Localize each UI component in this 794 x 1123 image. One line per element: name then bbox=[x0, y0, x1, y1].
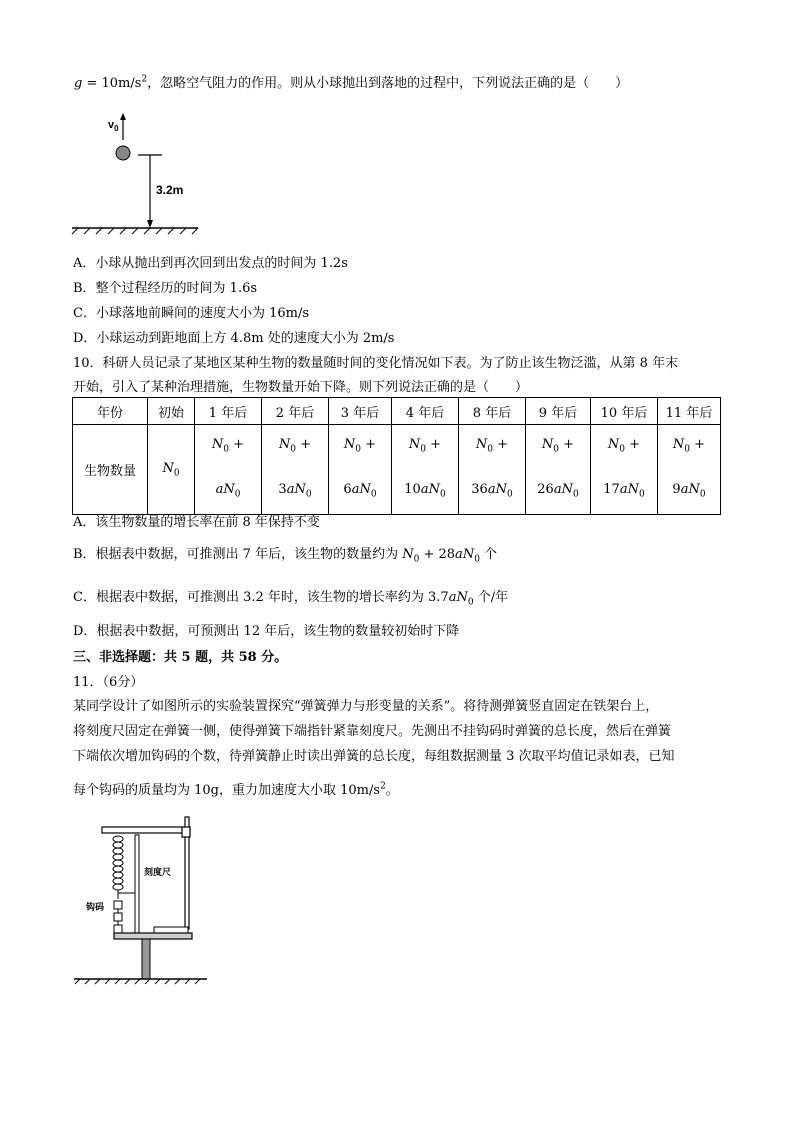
value-cell: $N_0$ + $3aN_0$ bbox=[262, 425, 329, 515]
stand-platform bbox=[114, 933, 192, 939]
q10-stem-line2: 开始，引入了某种治理措施，生物数量开始下降。则下列说法正确的是（ ） bbox=[73, 380, 529, 395]
q9-intro-line: $g = 10m/s^2$，忽略空气阻力的作用。则从小球抛出到落地的过程中，下列说法正确的是（ ） bbox=[74, 74, 629, 91]
q11-title: 11．（6分） bbox=[73, 675, 144, 690]
spring-apparatus-figure bbox=[72, 815, 212, 990]
table-value-row bbox=[73, 425, 721, 515]
value-cell: $N_0$ + $26aN_0$ bbox=[526, 425, 591, 515]
stand-post bbox=[142, 939, 150, 979]
q11-para-line2: 将刻度尺固定在弹簧一侧，使得弹簧下端指针紧靠刻度尺。先测出不挂钩码时弹簧的总长度，然后在弹簧 bbox=[73, 724, 672, 739]
quantity-label-cell: 生物数量 bbox=[73, 425, 148, 515]
q10-option-a: A．该生物数量的增长率在前 8 年保持不变 bbox=[73, 515, 320, 530]
q10-option-c: C．根据表中数据，可推测出 3.2 年时，该生物的增长率约为 $3.7aN_0$ 个/年 bbox=[73, 590, 509, 608]
spring bbox=[113, 836, 123, 890]
q10-stem-line1: 10．科研人员记录了某地区某种生物的数量随时间的变化情况如下表。为了防止该生物泛滥，从第 8 年末 bbox=[73, 356, 679, 371]
q10-option-b: B．根据表中数据，可推测出 7 年后，该生物的数量约为 $N_0 + 28aN_0$ 个 bbox=[73, 547, 498, 565]
header-cell: 初始 bbox=[148, 398, 195, 425]
ruler bbox=[135, 835, 139, 933]
ruler-label: 刻度尺 bbox=[144, 868, 172, 878]
header-cell: 11 年后 bbox=[658, 398, 721, 425]
value-cell: $N_0$ + $9aN_0$ bbox=[658, 425, 721, 515]
value-cell: $N_0$ + $17aN_0$ bbox=[591, 425, 658, 515]
header-cell: 9 年后 bbox=[526, 398, 591, 425]
header-cell: 1 年后 bbox=[195, 398, 262, 425]
q9-option-b: B．整个过程经历的时间为 1.6s bbox=[73, 281, 258, 296]
header-cell: 2 年后 bbox=[262, 398, 329, 425]
population-table bbox=[72, 397, 721, 515]
height-label: 3.2m bbox=[156, 183, 184, 197]
top-crossbar bbox=[102, 827, 190, 833]
q9-option-c: C．小球落地前瞬间的速度大小为 16m/s bbox=[73, 306, 309, 321]
value-cell: $N_0$ + $aN_0$ bbox=[195, 425, 262, 515]
projectile-figure bbox=[70, 110, 205, 235]
hook-weight bbox=[114, 913, 122, 921]
q9-option-d: D．小球运动到距地面上方 4.8m 处的速度大小为 2m/s bbox=[73, 331, 395, 346]
q10-option-d: D．根据表中数据，可预测出 12 年后，该生物的数量较初始时下降 bbox=[73, 624, 460, 639]
clamp bbox=[182, 827, 190, 837]
header-cell: 10 年后 bbox=[591, 398, 658, 425]
ruler-base bbox=[154, 927, 188, 933]
value-cell: $N_0$ + $36aN_0$ bbox=[459, 425, 526, 515]
ball bbox=[116, 146, 130, 160]
q9-option-a: A．小球从抛出到再次回到出发点的时间为 1.2s bbox=[73, 256, 348, 271]
weight-label: 钩码 bbox=[86, 903, 105, 913]
header-cell: 3 年后 bbox=[329, 398, 392, 425]
value-cell: $N_0$ + $10aN_0$ bbox=[392, 425, 459, 515]
header-cell: 4 年后 bbox=[392, 398, 459, 425]
section-heading: 三、非选择题：共 5 题，共 58 分。 bbox=[73, 650, 288, 665]
table-header-row bbox=[73, 398, 721, 425]
q11-para-line4: 每个钩码的质量均为 10g，重力加速度大小取 $10m/s^2$。 bbox=[73, 781, 399, 798]
q11-para-line3: 下端依次增加钩码的个数，待弹簧静止时读出弹簧的总长度，每组数据测量 3 次取平均值记录如表，已知 bbox=[73, 749, 675, 764]
q11-para-line1: 某同学设计了如图所示的实验装置探究“弹簧弹力与形变量的关系”。将待测弹簧竖直固定在铁架台上， bbox=[73, 699, 659, 714]
year-label-cell: 年份 bbox=[73, 398, 148, 425]
header-cell: 8 年后 bbox=[459, 398, 526, 425]
hook-weight bbox=[114, 901, 122, 909]
hook-weight bbox=[114, 925, 122, 933]
value-cell: $N_0$ + $6aN_0$ bbox=[329, 425, 392, 515]
v0-label: $v_0$ bbox=[108, 119, 119, 133]
initial-value-cell: $N_0$ bbox=[148, 425, 195, 515]
